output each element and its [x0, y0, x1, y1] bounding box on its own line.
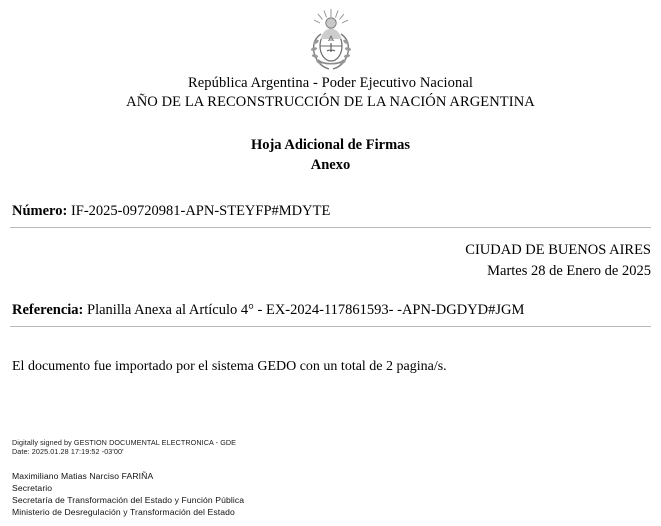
signature-block — [12, 438, 452, 518]
signer-role: Secretario — [12, 483, 53, 493]
argentina-coat-of-arms-icon — [304, 8, 358, 74]
referencia-value: Planilla Anexa al Artículo 4° - EX-2024-117861593- -APN-DGDYD#JGM — [87, 302, 525, 318]
header-line-2: AÑO DE LA RECONSTRUCCIÓN DE LA NACIÓN ARGENTINA — [126, 94, 535, 110]
referencia-label: Referencia: — [12, 302, 84, 318]
document-title — [0, 135, 661, 175]
divider-after-referencia — [10, 326, 651, 327]
date-text: Martes 28 de Enero de 2025 — [487, 263, 651, 279]
document-title-line-2: Anexo — [310, 157, 351, 173]
signer-ministry: Ministerio de Desregulación y Transformación del Estado — [12, 507, 235, 517]
body-text: El documento fue importado por el sistema GEDO con un total de 2 pagina/s. — [12, 359, 447, 374]
crest-container — [0, 0, 661, 72]
numero-row — [0, 203, 661, 220]
signer-name: Maximiliano Matias Narciso FARIÑA — [12, 471, 154, 481]
numero-value: IF-2025-09720981-APN-STEYFP#MDYTE — [70, 203, 331, 219]
place-date-block — [0, 240, 661, 282]
numero-label: Número: — [12, 203, 68, 219]
document-title-line-1: Hoja Adicional de Firmas — [250, 137, 411, 153]
signer-details — [12, 470, 452, 518]
signature-signed-by: Digitally signed by GESTION DOCUMENTAL ELECTRONICA - GDE — [12, 438, 237, 447]
signature-date: Date: 2025.01.28 17:19:52 -03'00' — [12, 447, 124, 456]
header-line-1: República Argentina - Poder Ejecutivo Nacional — [188, 75, 473, 91]
signature-spacer — [12, 456, 452, 470]
place-text: CIUDAD DE BUENOS AIRES — [465, 242, 651, 258]
referencia-row — [0, 302, 661, 319]
signer-office: Secretaría de Transformación del Estado y Función Pública — [12, 495, 245, 505]
divider-after-numero — [10, 227, 651, 228]
